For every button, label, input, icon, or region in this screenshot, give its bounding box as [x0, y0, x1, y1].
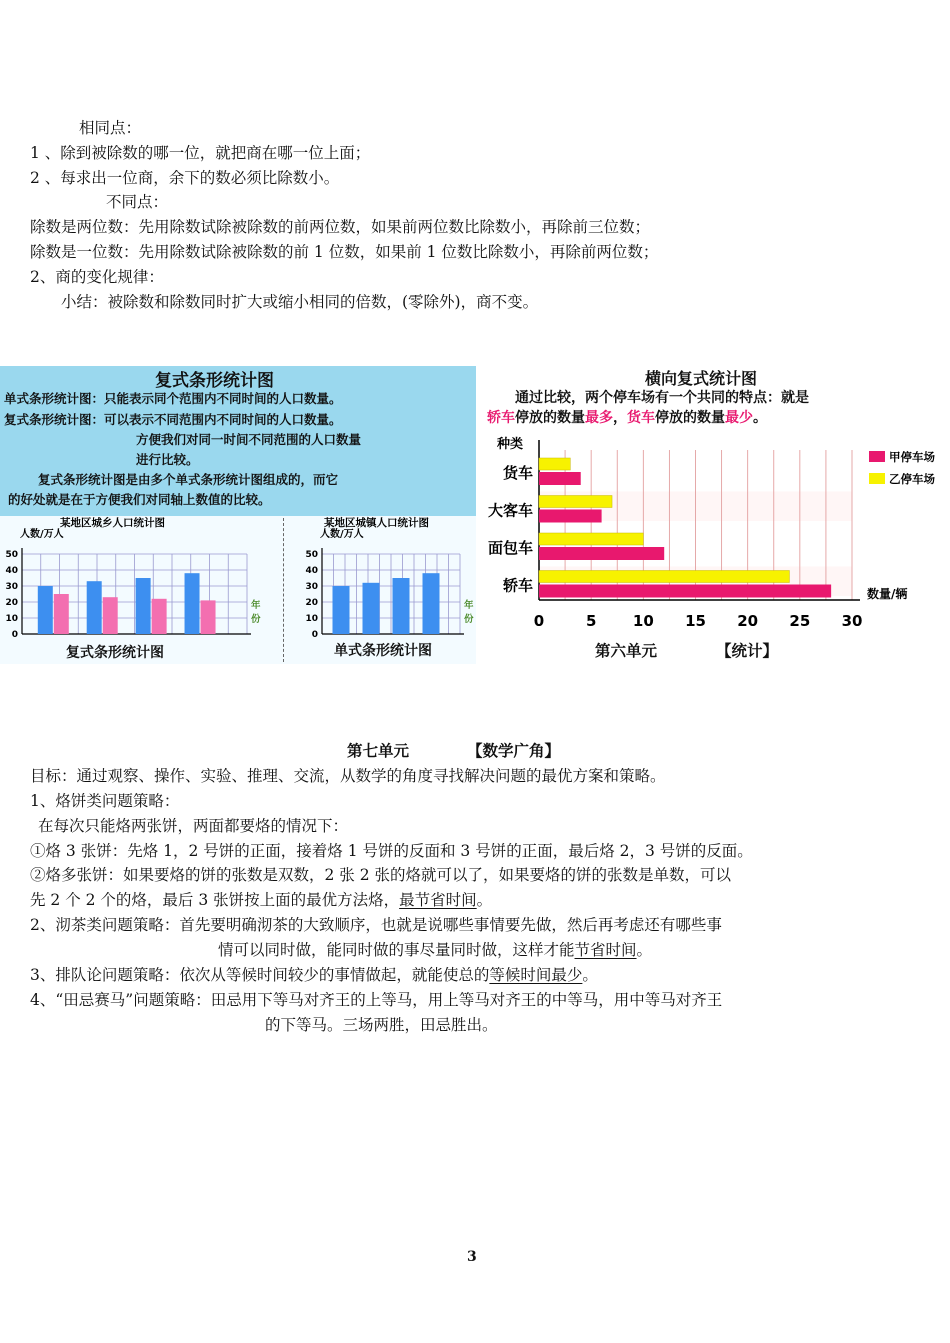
page-number: 3: [467, 1249, 477, 1265]
y-axis-label: 人数/万人: [20, 529, 64, 540]
y-tick-label: 30: [5, 582, 18, 592]
bar-1990-series-2: [103, 597, 118, 634]
bar-大客车-甲停车场: [539, 510, 602, 523]
left-panel-line-2: 复式条形统计图：可以表示不同范围内不同时间的人口数量。: [4, 412, 342, 427]
right-panel-title: 横向复式统计图: [645, 369, 758, 388]
unit7-goal: 目标：通过观察、操作、实验、推理、交流，从数学的角度寻找解决问题的最优方案和策略。: [30, 767, 666, 785]
bar-1995-series-1: [393, 578, 410, 634]
same-point-2: 2 、每求出一位商，余下的数必须比除数小。: [30, 169, 340, 187]
s1-condition: 在每次只能烙两张饼，两面都要烙的情况下：: [38, 817, 349, 835]
legend-swatch: [869, 451, 885, 462]
y-tick-label: 20: [305, 598, 318, 608]
diff-point-2: 除数是一位数：先用除数试除被除数的前 1 位数，如果前 1 位数比除数小，再除前两位数；: [30, 243, 659, 261]
same-point-1: 1 、除到被除数的哪一位，就把商在哪一位上面；: [30, 144, 371, 162]
diff-title: 不同点：: [106, 193, 169, 211]
y-tick-label: 40: [305, 566, 318, 576]
s2-line-1: 2、沏茶类问题策略：首先要明确沏茶的大致顺序，也就是说哪些事情要先做，然后再考虑还有哪些事: [30, 916, 722, 934]
y-tick-label: 0: [311, 630, 318, 639]
s3-line: [30, 965, 598, 985]
y-tick-label: 20: [5, 598, 18, 608]
s4-line-1: 4、“田忌赛马”问题策略：田忌用下等马对齐王的上等马，用上等马对齐王的中等马，用中等马对齐王: [30, 991, 723, 1009]
legend-label: 乙停车场: [889, 472, 935, 486]
unit6-label: 第六单元: [595, 642, 658, 660]
s1-c-pre: 先 2 个 2 个的烙，最后 3 张饼按上面的最优方法烙，: [30, 891, 400, 909]
y-tick-label: 30: [305, 582, 318, 592]
panel-divider: [283, 518, 284, 662]
x-tick-label: [328, 638, 354, 639]
y-tick-label: 10: [5, 614, 18, 624]
x-axis-label-char: 份: [251, 614, 261, 625]
right-panel-line-2: [487, 408, 767, 429]
s1-many-cakes-cont: [30, 890, 492, 910]
diff-point-1: 除数是两位数：先用除数试除被除数的前两位数，如果前两位数比除数小，再除前三位数；: [30, 218, 651, 236]
line2-d: ，: [613, 410, 627, 426]
s4-line-2: 的下等马。三场两胜，田忌胜出。: [265, 1016, 498, 1034]
unit6-topic: 【统计】: [716, 642, 779, 660]
unit7-topic: 【数学广角】: [467, 742, 561, 760]
bar-面包车-乙停车场: [539, 533, 643, 545]
category-label: 货车: [502, 464, 533, 482]
bar-2000-series-1: [185, 573, 200, 634]
x-tick-label: 10: [632, 612, 654, 630]
bar-1990-series-1: [363, 583, 380, 634]
urban-population-chart: [290, 514, 476, 639]
bar-货车-甲停车场: [539, 472, 581, 485]
x-tick-label: 15: [685, 612, 706, 630]
least-word: 最少: [725, 410, 753, 426]
truck-word: 货车: [627, 410, 655, 426]
line2-h: 。: [753, 410, 767, 426]
s2-b-pre: 情可以同时做，能同时做的事尽量同时做，这样才能: [218, 941, 575, 959]
same-title: 相同点：: [79, 119, 142, 137]
s1-three-cakes: ①烙 3 张饼：先烙 1，2 号饼的正面，接着烙 1 号饼的反面和 3 号饼的正面，最后烙 2，3 号饼的反面。: [30, 842, 753, 860]
chart-title: 某地区城乡人口统计图: [60, 517, 165, 529]
x-tick-label: [388, 638, 414, 639]
x-tick-label: 20: [737, 612, 759, 630]
x-axis-label: 数量/辆: [867, 587, 908, 601]
legend-swatch: [869, 473, 885, 484]
bar-大客车-乙停车场: [539, 496, 612, 508]
horizontal-bar-panel: [477, 366, 950, 664]
bar-1985-series-1: [38, 586, 53, 634]
left-panel-line-6: 的好处就是在于方便我们对同轴上数值的比较。: [8, 492, 271, 507]
bar-1985-series-1: [333, 586, 350, 634]
x-axis-label-char: 份: [464, 614, 474, 625]
y-tick-label: 40: [5, 566, 18, 576]
x-tick-label: [187, 638, 214, 639]
sedan-word: 轿车: [487, 410, 515, 426]
right-panel-line-1: 通过比较，两个停车场有一个共同的特点：就是: [515, 390, 809, 406]
s3-pre: 3、排队论问题策略：依次从等候时间较少的事情做起，就能使总的: [30, 966, 490, 984]
s3-underline: 等候时间最少: [489, 966, 583, 984]
x-tick-label: [41, 638, 67, 639]
bar-轿车-乙停车场: [539, 571, 789, 583]
s1-title: 1、烙饼类问题策略：: [30, 792, 180, 810]
y-tick-label: 0: [11, 630, 18, 639]
x-tick-label: [138, 638, 164, 639]
y-axis-label: 人数/万人: [320, 529, 364, 540]
x-tick-label: [358, 638, 385, 639]
left-panel-line-1: 单式条形统计图：只能表示同个范围内不同时间的人口数量。: [4, 391, 342, 406]
x-tick-label: [89, 638, 116, 639]
bar-1990-series-1: [87, 581, 102, 634]
bar-1985-series-2: [54, 594, 69, 634]
category-label: 轿车: [502, 576, 533, 595]
s3-post: 。: [582, 966, 598, 984]
line2-b: 停放的数量: [515, 410, 585, 426]
y-tick-label: 10: [305, 614, 318, 624]
s1-c-underline: 最节省时间: [399, 891, 477, 909]
double-bar-explanation-panel: [0, 366, 476, 664]
category-label: 面包车: [487, 539, 533, 557]
bar-1995-series-2: [152, 599, 167, 634]
s1-c-post: 。: [476, 891, 493, 909]
parking-horizontal-bar-chart: [477, 436, 950, 636]
left-panel-line-5: 复式条形统计图是由多个单式条形统计图组成的，而它: [38, 472, 339, 487]
bar-2000-series-1: [423, 573, 440, 634]
left-panel-line-4: 进行比较。: [136, 452, 199, 467]
y-tick-label: 50: [305, 550, 318, 560]
x-axis-label-char: 年: [464, 600, 474, 611]
urban-rural-population-chart: [0, 514, 280, 639]
x-tick-label: 30: [841, 612, 863, 630]
left-panel-line-3: 方便我们对同一时间不同范围的人口数量: [136, 432, 362, 447]
s2-b-post: 。: [636, 941, 653, 959]
unit7-label: 第七单元: [347, 742, 410, 760]
s2-line-2: [218, 940, 652, 960]
category-axis-label: 种类: [496, 437, 523, 452]
s2-b-underline: 节省时间: [574, 941, 637, 959]
x-axis-label-char: 年: [251, 600, 261, 611]
bar-1995-series-1: [136, 578, 151, 634]
category-label: 大客车: [487, 501, 533, 520]
left-caption: 复式条形统计图: [66, 645, 164, 661]
most-word: 最多: [585, 410, 613, 426]
bar-2000-series-2: [201, 600, 216, 634]
chart-title: 某地区城镇人口统计图: [324, 517, 429, 529]
x-tick-label: 25: [789, 612, 811, 630]
legend-label: 甲停车场: [889, 450, 935, 464]
x-tick-label: 5: [585, 612, 597, 630]
s1-many-cakes: ②烙多张饼：如果要烙的饼的张数是双数，2 张 2 张的烙就可以了，如果要烙的饼的张数是单数，可以: [30, 866, 732, 884]
x-tick-label: [418, 638, 445, 639]
x-tick-label: 0: [533, 612, 545, 630]
y-tick-label: 50: [5, 550, 18, 560]
rule-title: 2、商的变化规律：: [30, 268, 164, 286]
left-panel-title: 复式条形统计图: [155, 371, 274, 391]
rule-summary: 小结：被除数和除数同时扩大或缩小相同的倍数，(零除外)，商不变。: [61, 293, 539, 311]
bar-面包车-甲停车场: [539, 547, 664, 560]
right-caption: 单式条形统计图: [334, 643, 432, 659]
bar-轿车-甲停车场: [539, 585, 831, 598]
line2-f: 停放的数量: [655, 410, 725, 426]
bar-货车-乙停车场: [539, 458, 570, 470]
